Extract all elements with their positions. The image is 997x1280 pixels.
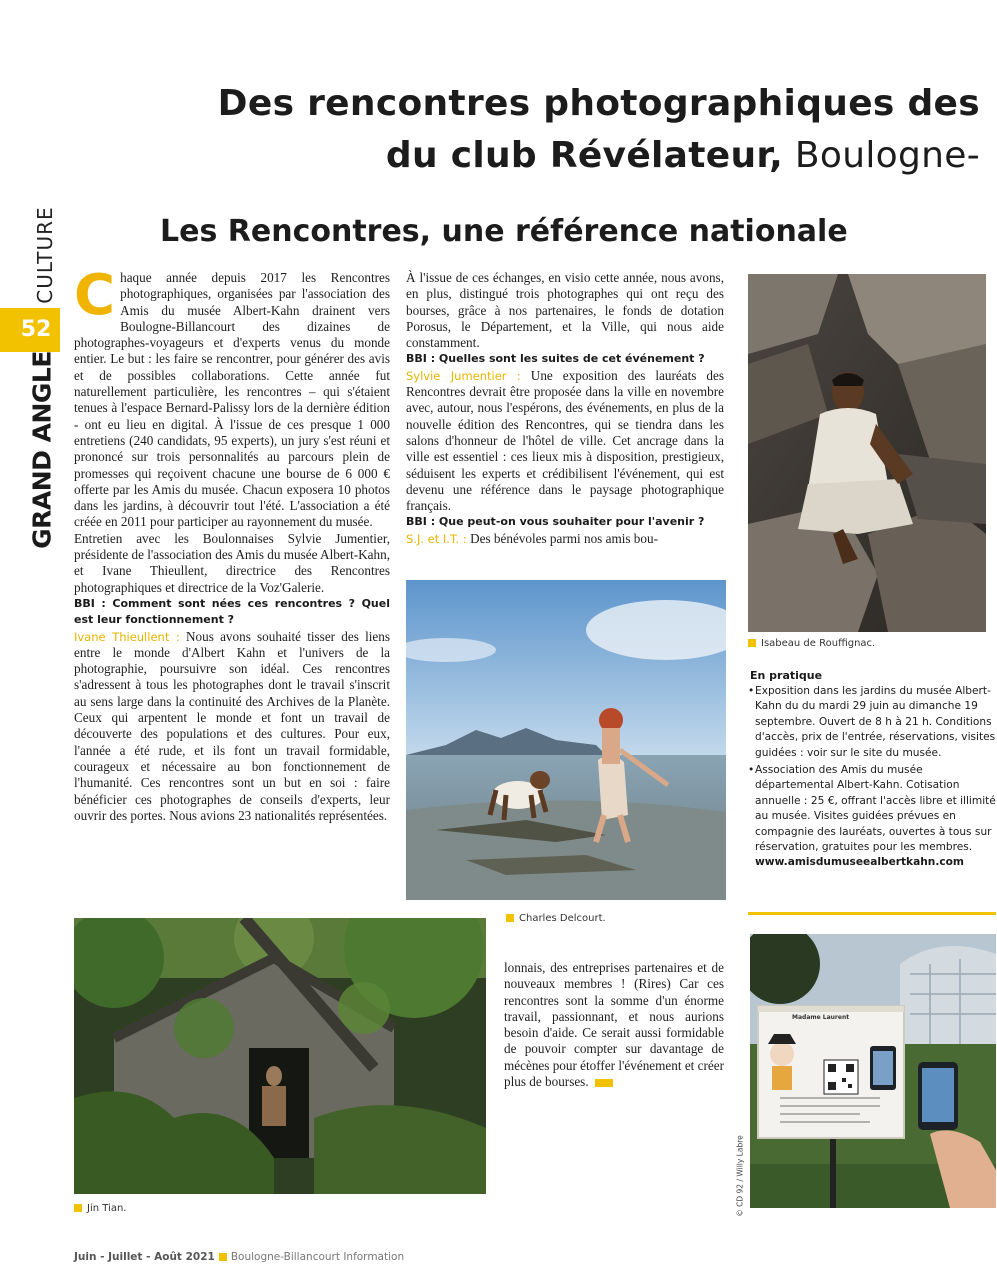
answer-2 <box>406 368 724 515</box>
speaker-sj-it: S.J. et I.T. : <box>406 531 467 546</box>
rubric-label: GRAND ANGLE <box>27 351 57 549</box>
end-mark <box>595 1079 613 1087</box>
speaker-sylvie: Sylvie Jumentier : <box>406 368 521 383</box>
photo-credit: © CD 92 / Willy Labre <box>735 1135 745 1217</box>
issue-date: Juin - Juillet - Août 2021 <box>74 1251 215 1263</box>
signboard-title: Madame Laurent <box>792 1014 850 1021</box>
caption-marker <box>74 1204 82 1212</box>
intro-text: haque année depuis 2017 les Rencontres photographiques, organisées par l'association des Amis du musée Albert-Kahn drainent vers Boulogne-Billancourt des dizaines de photographes-voyageurs et d'experts venus du monde entier. Le but : les faire se rencontrer, pour générer des avis et de possibles collaborations. Cette année fut naturellement particulière, les rencontres – qui s'étaient tenues à l'espace Bernard-Palissy lors de la dernière édition - ont eu lieu en digital. À l'issue de ces presque 1 000 entretiens (240 candidats, 95 experts), un jury s'est réuni et prononcé sur trois personnalités au parcours plein de promesses qui reçoivent chacune une bourse de 6 000 € offerte par les Amis du musée. Chacun exposera 10 photos dans les jardins, à découvrir tout l'été. L'association a été créée en 2011 pour participer au rayonnement du musée. <box>74 270 390 530</box>
caption-marker <box>748 639 756 647</box>
intro-paragraph <box>74 263 390 531</box>
en-pratique-list <box>748 684 996 873</box>
drop-cap: C <box>74 263 116 328</box>
footer-marker <box>219 1253 227 1261</box>
article-column-1 <box>74 263 390 824</box>
en-pratique-item: • Association des Amis du musée départemental Albert-Kahn. Cotisation annuelle : 25 €, offrant l'accès libre et illimité au musée. Visites guidées prévues en compagnie des lauréats, ouvertes à tous sur réservation, gratuites pour les membres. www.amisdumuseealbertkahn.com <box>748 763 996 871</box>
headline-line-2-plain: Boulogne- <box>783 135 980 176</box>
section-label: CULTURE <box>33 206 57 304</box>
photo-forest-ruin <box>74 918 486 1194</box>
caption-beach: Charles Delcourt. <box>506 913 606 924</box>
answer-1 <box>74 629 390 825</box>
en-pratique-title: En pratique <box>750 669 823 682</box>
headline-line-2-bold: du club Révélateur, <box>385 135 784 176</box>
answer-1-continued: À l'issue de ces échanges, en visio cette année, nous avons, en plus, distingué trois photographes qui ont reçu des bourses, grâce à nos partenaires, le fonds de dotation Porosus, le Département, et la Ville, qui nous aide constamment. <box>406 270 724 351</box>
photo-man-on-rocks <box>748 274 986 632</box>
caption-ruin: Jin Tian. <box>74 1203 126 1214</box>
answer-3-continued: lonnais, des entreprises partenaires et de nouveaux membres ! (Rires) Car ces rencontres sont la somme d'un énorme travail, passionnant, et nous aurions besoin d'aide. Ce serait aussi formidable de pouvoir compter sur davantage de mécènes pour étoffer l'événement et créer plus de bourses. <box>504 960 724 1090</box>
headline <box>180 78 980 182</box>
answer-2-text: Une exposition des lauréats des Rencontres devrait être proposée dans la ville en novembre avec, autour, nous l'espérons, des événements, en plus de la nouvelle édition des Rencontres, qui se tiendra dans les salons d'honneur de l'hôtel de ville. Cet ancrage dans la ville est essentiel : ces lieux mis à disposition, prestigieux, séduisent les experts et crédibilisent l'événement, qui est devenu une référence dans le paysage photographique français. <box>406 367 724 514</box>
question-2: BBI : Quelles sont les suites de cet événement ? <box>406 352 705 366</box>
page-number: 52 <box>0 308 60 352</box>
caption-marker <box>506 914 514 922</box>
box-divider <box>748 912 996 915</box>
caption-rocks: Isabeau de Rouffignac. <box>748 638 875 649</box>
page-footer <box>74 1251 404 1263</box>
headline-line-2 <box>180 130 980 182</box>
photo-garden-signboard <box>750 934 996 1208</box>
website-link[interactable]: www.amisdumuseealbertkahn.com <box>755 856 964 869</box>
question-1: BBI : Comment sont nées ces rencontres ? Quel est leur fonctionnement ? <box>74 596 390 627</box>
speaker-ivane: Ivane Thieullent : <box>74 629 180 644</box>
interview-intro: Entretien avec les Boulonnaises Sylvie Jumentier, présidente de l'association des Amis du musée Albert-Kahn, et Ivane Thieullent, directrice des Rencontres photographiques et directrice de la Voz'Galerie. <box>74 530 390 595</box>
answer-1-text: Nous avons souhaité tisser des liens entre le monde d'Albert Kahn et l'univers de la photographie, poursuivre son idéal. Ces rencontres s'adressent à tous les photographes dont le travail s'inscrit au sens large dans la continuité des Archives de la Planète. Ceux qui arpentent le monde et font un travail de découverte des populations et des cultures. Pour eux, l'année a été rude, et ils font un travail formidable, courageux et nécessaire au bon fonctionnement de l'humanité. Ces rencontres sont un but en soi : faire bénéficier ces photographes de conseils d'experts, leur ouvrir des portes. Nous avions 23 nationalités représentées. <box>74 628 390 823</box>
answer-3 <box>406 531 724 547</box>
publication-name: Boulogne-Billancourt Information <box>230 1251 405 1263</box>
section-title: Les Rencontres, une référence nationale <box>160 214 848 249</box>
headline-line-1: Des rencontres photographiques des <box>217 83 980 124</box>
answer-3-text: Des bénévoles parmi nos amis bou- <box>466 530 658 546</box>
en-pratique-item: • Exposition dans les jardins du musée Albert-Kahn du du mardi 29 juin au dimanche 19 septembre. Ouvert de 8 h à 21 h. Conditions d'accès, prix de l'entrée, réservations, visites guidées : voir sur le site du musée. <box>748 684 996 761</box>
article-column-3 <box>504 960 724 1090</box>
photo-beach <box>406 580 726 900</box>
article-column-2 <box>406 270 724 547</box>
question-3: BBI : Que peut-on vous souhaiter pour l'avenir ? <box>406 515 705 529</box>
